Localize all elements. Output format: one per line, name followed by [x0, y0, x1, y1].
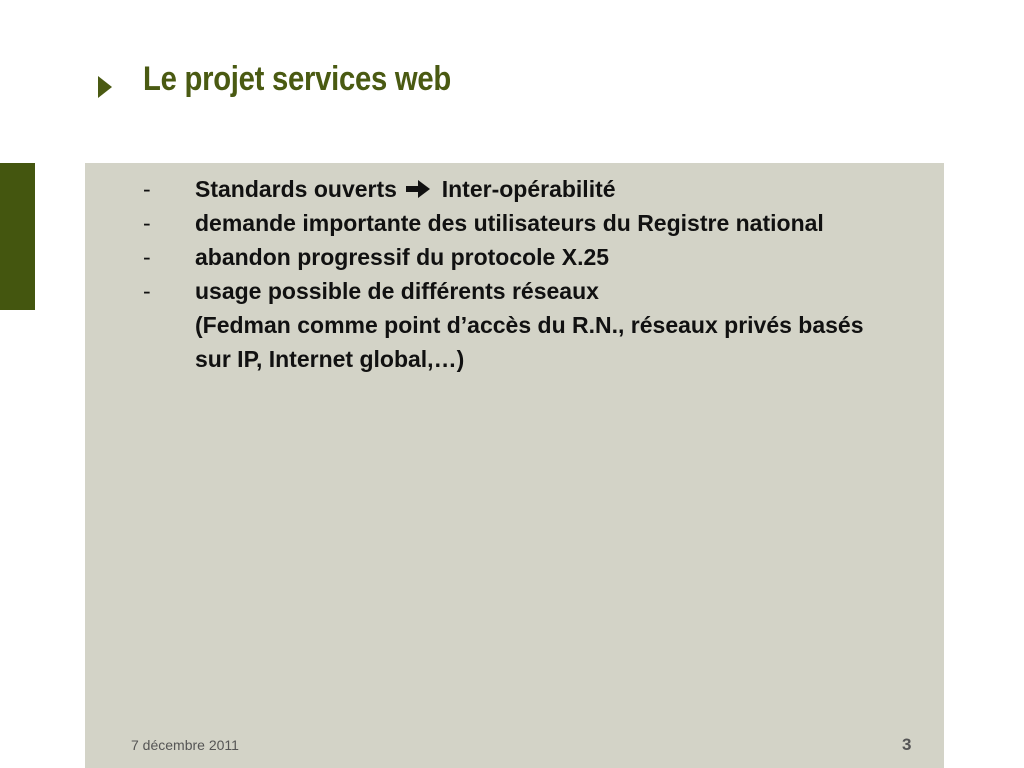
bullet-text: demande importante des utilisateurs du Registre national — [195, 210, 824, 236]
bullet-continuation-text: (Fedman comme point d’accès du R.N., réseaux privés basés sur IP, Internet global,…) — [195, 312, 864, 372]
title-bullet-icon — [98, 76, 112, 98]
bullet-text: Standards ouverts — [195, 176, 397, 202]
footer-date: 7 décembre 2011 — [131, 737, 239, 753]
accent-side-bar — [0, 163, 35, 310]
bullet-text: usage possible de différents réseaux — [195, 278, 599, 304]
bullet-list — [140, 172, 880, 376]
slide-title: Le projet services web — [143, 60, 451, 98]
bullet-item — [140, 172, 880, 206]
bullet-dash: - — [143, 244, 151, 270]
bullet-text: Inter-opérabilité — [441, 176, 616, 202]
bullet-item — [140, 206, 880, 240]
bullet-dash: - — [143, 176, 151, 202]
bullet-item — [140, 240, 880, 274]
bullet-dash: - — [143, 278, 151, 304]
bullet-item — [140, 274, 880, 376]
right-arrow-icon — [405, 179, 431, 199]
bullet-text: abandon progressif du protocole X.25 — [195, 244, 610, 270]
bullet-dash: - — [143, 210, 151, 236]
page-number: 3 — [902, 735, 912, 754]
